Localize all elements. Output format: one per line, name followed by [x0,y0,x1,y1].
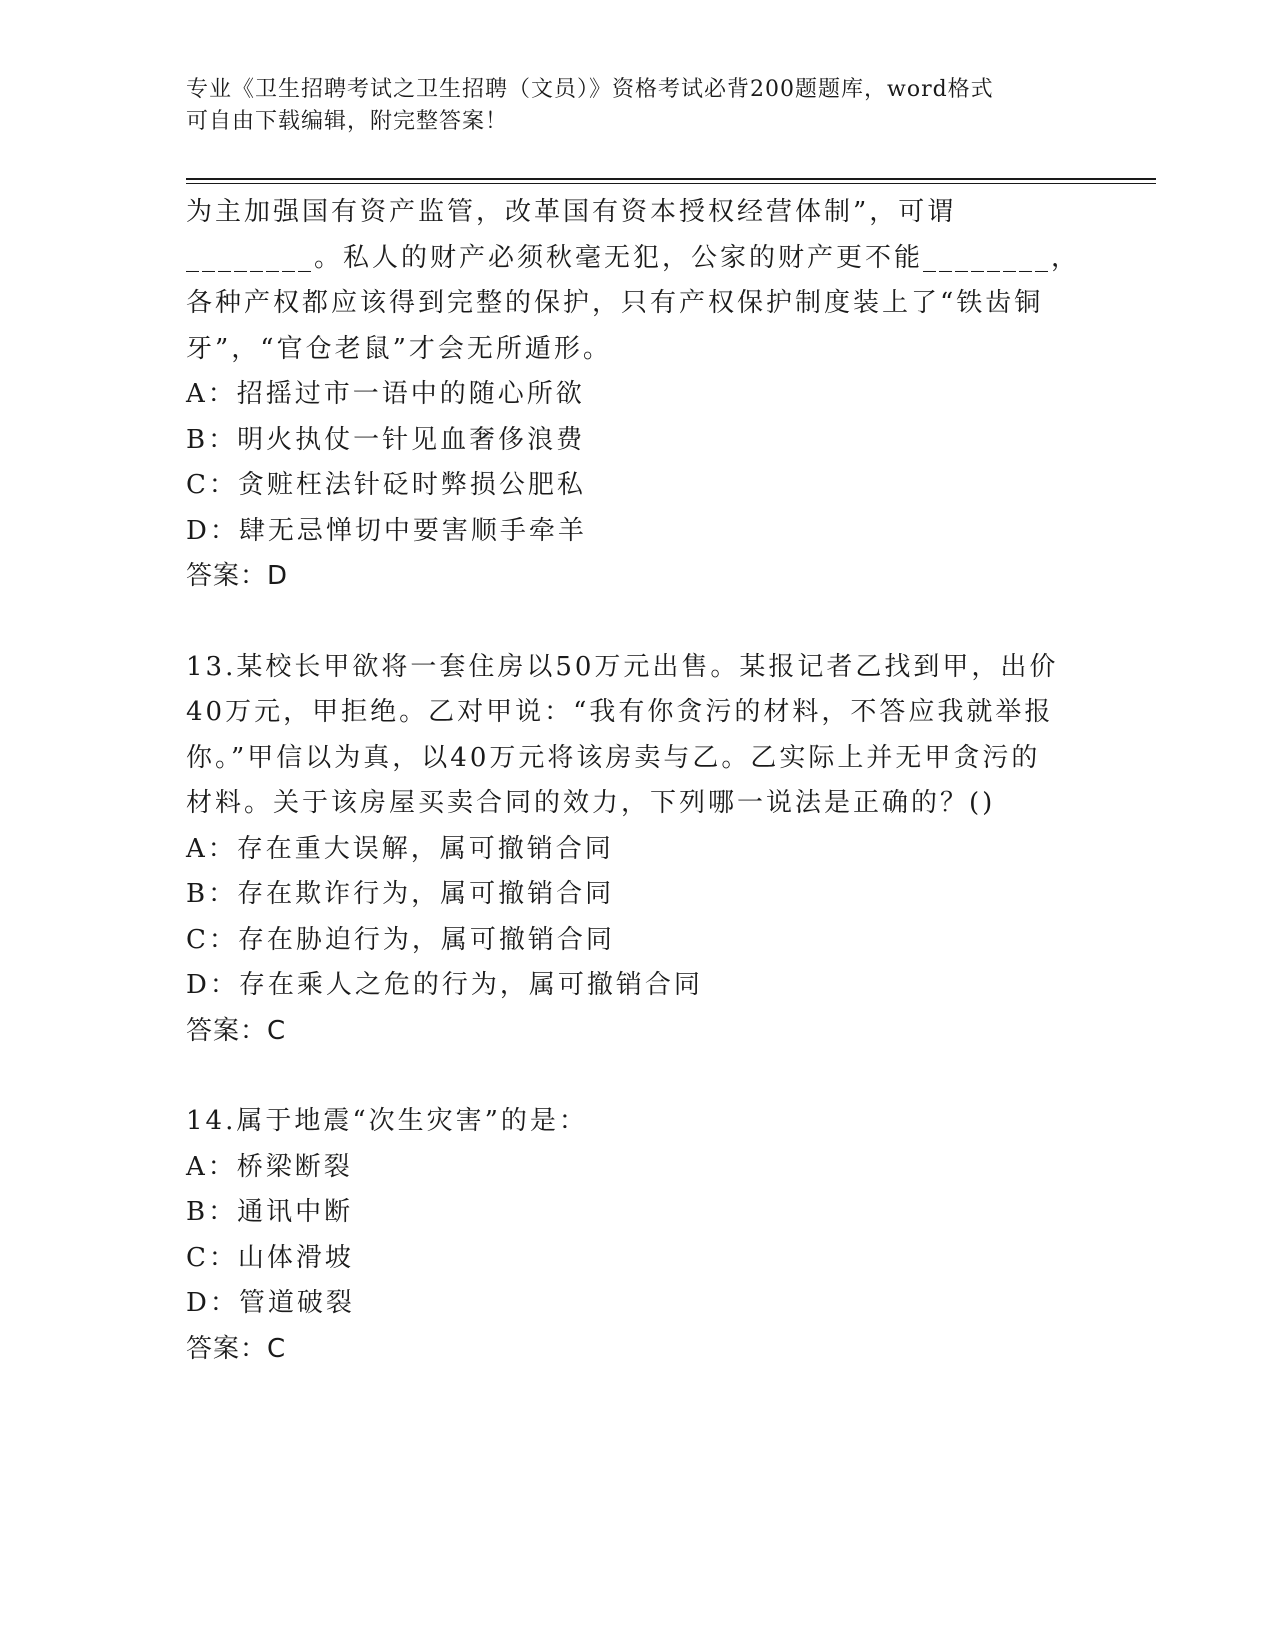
question-text-line: 14.属于地震“次生灾害”的是： [186,1106,588,1136]
option-d: D：管道破裂 [186,1288,355,1318]
option-b: B：通讯中断 [186,1197,354,1227]
header-line-1: 专业《卫生招聘考试之卫生招聘（文员）》资格考试必背200题题库，word格式 [186,77,994,102]
header-line-2: 可自由下载编辑，附完整答案！ [186,109,509,134]
question-text-line: ________。私人的财产必须秋毫无犯，公家的财产更不能________， [186,242,1081,273]
question-14 [186,1099,1086,1372]
option-d: D：肆无忌惮切中要害顺手牵羊 [186,515,587,546]
question-text-line: 各种产权都应该得到完整的保护，只有产权保护制度装上了“铁齿铜 [186,288,1044,318]
option-c: C：贪赃枉法针砭时弊损公肥私 [186,470,586,500]
option-b: B：明火执仗一针见血奢侈浪费 [186,424,586,455]
spacer [186,600,1086,645]
answer: 答案：C [186,1015,287,1046]
option-d: D：存在乘人之危的行为，属可撤销合同 [186,970,703,1000]
question-text-line: 牙”，“官仓老鼠”才会无所遁形。 [186,333,612,364]
question-text-line: 你。”甲信以为真，以40万元将该房卖与乙。乙实际上并无甲贪污的 [186,742,1041,773]
option-a: A：存在重大误解，属可撤销合同 [186,833,614,864]
option-c: C：存在胁迫行为，属可撤销合同 [186,924,615,955]
question-text-line: 13.某校长甲欲将一套住房以50万元出售。某报记者乙找到甲，出价 [186,651,1059,682]
answer: 答案：C [186,1333,287,1364]
option-a: A：桥梁断裂 [186,1151,353,1182]
answer: 答案：D [186,561,289,591]
option-a: A：招摇过市一语中的随心所欲 [186,379,585,409]
header-divider-thin [186,183,1156,184]
header-divider-thick [186,178,1156,180]
document-header [186,74,1086,138]
question-13 [186,645,1086,1055]
question-text-line: 为主加强国有资产监管，改革国有资本授权经营体制”，可谓 [186,197,957,227]
document-body [186,190,1086,1372]
question-text-line: 40万元，甲拒绝。乙对甲说：“我有你贪污的材料，不答应我就举报 [186,697,1054,727]
option-b: B：存在欺诈行为，属可撤销合同 [186,879,615,909]
option-c: C：山体滑坡 [186,1242,354,1273]
question-12 [186,190,1086,600]
question-text-line: 材料。关于该房屋买卖合同的效力，下列哪一说法是正确的？() [186,788,996,818]
spacer [186,1054,1086,1099]
